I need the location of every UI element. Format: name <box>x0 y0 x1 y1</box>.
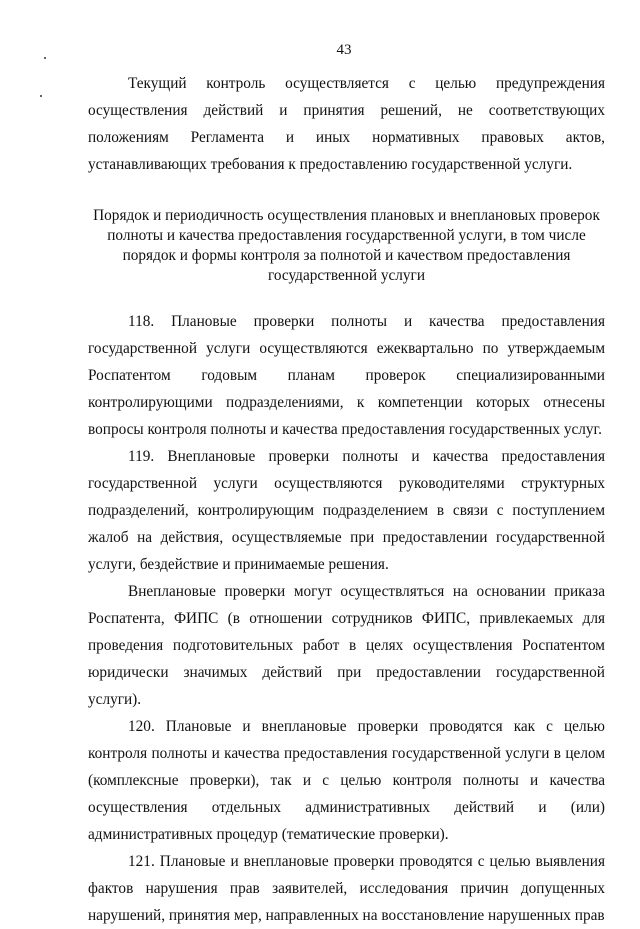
intro-paragraph: Текущий контроль осуществляется с целью предупреждения осуществления действий и принятия решений, не соответствующих положениям Регламента и иных нормативных правовых актов, устанавливающих требования к предоставлению государственной услуги. <box>88 75 605 173</box>
section-heading: Порядок и периодичность осуществления плановых и внеплановых проверок полноты и качества предоставления государственной услуги, в том числе порядок и формы контроля за полнотой и качеством предоставления государственной услуги <box>93 207 600 284</box>
page-number: 43 <box>336 42 352 58</box>
scan-speck <box>40 95 42 97</box>
paragraph-unscheduled-grounds: Внеплановые проверки могут осуществляться на основании приказа Роспатента, ФИПС (в отношении сотрудников ФИПС, привлекаемых для проведения подготовительных работ в целях осуществления Роспатентом юридически значимых действий при предоставлении государственной услуги). <box>88 583 605 708</box>
document-body <box>88 70 605 929</box>
scan-speck <box>44 57 46 59</box>
paragraph-120: 120. Плановые и внеплановые проверки проводятся как с целью контроля полноты и качества предоставления государственной услуги в целом (комплексные проверки), так и с целью контроля полноты и качества осуществления отдельных административных действий и (или) административных процедур (тематические проверки). <box>88 718 605 843</box>
paragraph-118: 118. Плановые проверки полноты и качества предоставления государственной услуги осуществляются ежеквартально по утверждаемым Роспатентом годовым планам проверок специализированными контролирующими подразделениями, к компетенции которых отнесены вопросы контроля полноты и качества предоставления государственных услуг. <box>88 313 605 438</box>
paragraph-121: 121. Плановые и внеплановые проверки проводятся с целью выявления фактов нарушения прав заявителей, исследования причин допущенных нарушений, принятия мер, направленных на восстановление нарушенных прав <box>88 853 605 924</box>
paragraph-119: 119. Внеплановые проверки полноты и качества предоставления государственной услуги осуществляются руководителями структурных подразделений, контролирующим подразделением в связи с поступлением жалоб на действия, осуществляемые при предоставлении государственной услуги, бездействие и принимаемые решения. <box>88 448 605 573</box>
